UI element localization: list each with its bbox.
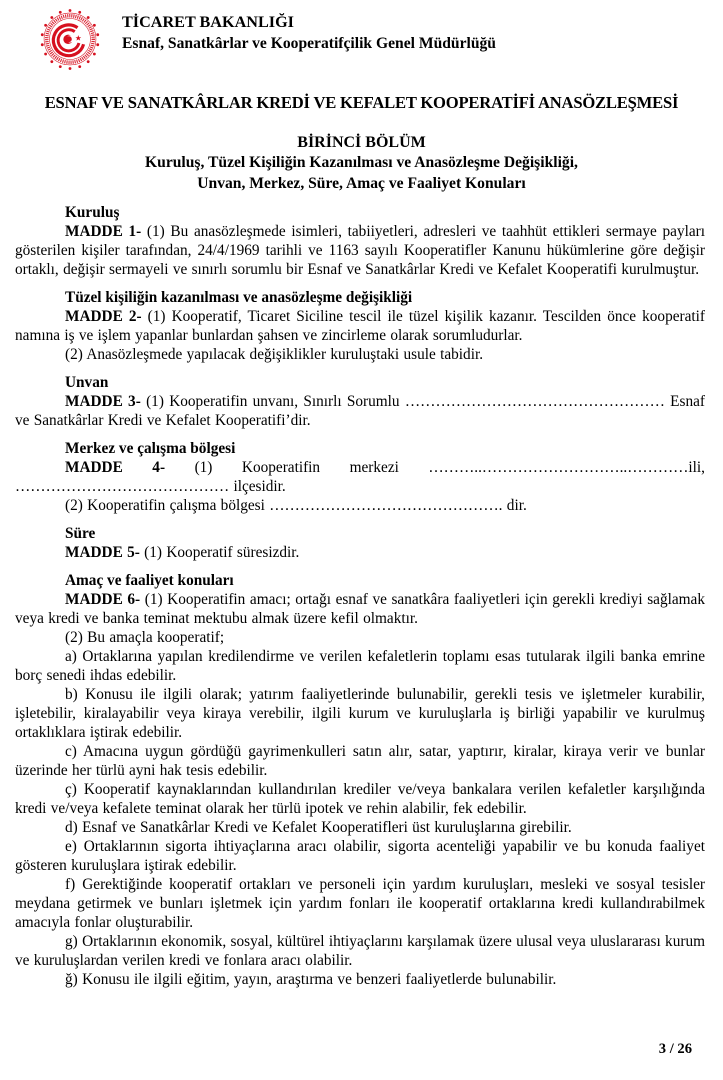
emblem-center-crescent [63,35,81,44]
paragraph: (2) Anasözleşmede yapılacak değişiklikler kuruluştaki usule tabidir. [65,346,484,363]
madde-label: MADDE 1- [65,223,142,240]
paragraph: (2) Kooperatifin çalışma bölgesi ………………………………………. dir. [65,497,527,514]
paragraph: MADDE 3- (1) Kooperatifin unvanı, Sınırlı Sorumlu …………………………………………… Esnaf ve Sanatkârlar Kredi ve Kefalet Kooperatifi’dir. [15,393,705,429]
document-title: ESNAF VE SANATKÂRLAR KREDİ VE KEFALET KOOPERATİFİ ANASÖZLEŞMESİ [44,93,679,112]
section-heading: Süre [65,525,96,542]
chapter-block [0,132,723,194]
chapter-subtitle-line-2: Unvan, Merkez, Süre, Amaç ve Faaliyet Konuları [197,174,526,192]
paragraph: c) Amacına uygun gördüğü gayrimenkulleri satın alır, satar, yaptırır, kiralar, kiraya verir ve bunlar üzerinde her türlü ayni hak tesis edebilir. [15,743,705,779]
ministry-name: TİCARET BAKANLIĞI [122,13,294,31]
paragraph: ç) Kooperatif kaynaklarından kullandırılan krediler ve/veya bankalara verilen kefaletler karşılığında kredi ve/veya kefalete teminat olarak her türlü ipotek ve rehin alabilir, fek edebilir. [15,781,705,817]
paragraph: b) Konusu ile ilgili olarak; yatırım faaliyetlerinde bulunabilir, gerekli tesis ve işletmeler kurabilir, işletebilir, kiralayabilir veya kiraya verebilir, ilgili kurum ve kuruluşlarla iş birliği yapabilir ve kurulmuş ortaklıklara iştirak edebilir. [15,686,705,741]
ministry-of-trade-emblem-icon [38,7,102,71]
paragraph: a) Ortaklarına yapılan kredilendirme ve verilen kefaletlerin toplamı esas tutularak ilgili banka emrine borç senedi ihdas edebilir. [15,648,705,684]
paragraph: ğ) Konusu ile ilgili eğitim, yayın, araştırma ve benzeri faaliyetlerde bulunabilir. [65,971,557,988]
section-heading: Kuruluş [65,204,120,221]
paragraph: g) Ortaklarının ekonomik, sosyal, kültürel ihtiyaçlarını karşılamak üzere ulusal veya uluslararası kurum ve kuruluşlardan verilen kredi ve fonlara aracı olabilir. [15,933,705,969]
madde-label: MADDE 5- [65,544,140,561]
paragraph: MADDE 4- (1) Kooperatifin merkezi ………..………………………..…………ili, …………………………………… ilçesidir. [15,459,705,495]
paragraph: f) Gerektiğinde kooperatif ortakları ve personeli için yardım kuruluşları, mesleki ve sosyal tesisler meydana getirmek ve bunları işletmek için yardım fonları ile kooperatif ortaklarına kredi kullandırabilmek amacıyla fonlar oluşturabilir. [15,876,705,931]
document-header [0,0,723,80]
madde-label: MADDE 2- [65,308,142,325]
madde-label: MADDE 3- [65,393,141,410]
department-name: Esnaf, Sanatkârlar ve Kooperatifçilik Genel Müdürlüğü [122,35,496,52]
paragraph: MADDE 2- (1) Kooperatif, Ticaret Siciline tescil ile tüzel kişilik kazanır. Tescilden önce kooperatif namına iş ve işlem yapanlar bunlardan şahsen ve zincirleme olarak sorumludurlar. [15,308,705,344]
paragraph: e) Ortaklarının sigorta ihtiyaçlarına aracı olabilir, sigorta acenteliği yapabilir ve bu konuda faaliyet gösteren kuruluşlara iştirak edebilir. [15,838,705,874]
chapter-title: BİRİNCİ BÖLÜM [297,134,426,151]
chapter-subtitle-line-1: Kuruluş, Tüzel Kişiliğin Kazanılması ve Anasözleşme Değişikliği, [145,154,578,171]
paragraph: MADDE 5- (1) Kooperatif süresizdir. [65,544,300,561]
section-heading: Amaç ve faaliyet konuları [65,572,234,589]
madde-label: MADDE 4- [65,459,166,476]
section-heading: Merkez ve çalışma bölgesi [65,440,236,457]
document-body [0,203,723,989]
paragraph: MADDE 6- (1) Kooperatifin amacı; ortağı esnaf ve sanatkâra faaliyetleri için gerekli krediyi sağlamak veya kredi ve banka teminat mektubu almak üzere kefil olmaktır. [15,591,705,627]
paragraph: d) Esnaf ve Sanatkârlar Kredi ve Kefalet Kooperatifleri üst kuruluşlarına girebilir. [65,819,572,836]
madde-label: MADDE 6- [65,591,141,608]
paragraph: (2) Bu amaçla kooperatif; [65,629,225,646]
section-heading: Unvan [65,374,109,391]
paragraph: MADDE 1- (1) Bu anasözleşmede isimleri, tabiiyetleri, adresleri ve taahhüt ettikleri sermaye payları gösterilen kişiler tarafından, 24/4/1969 tarihli ve 1163 sayılı Kooperatifler Kanunu hükümlerine göre değişir ortaklı, değişir sermayeli ve sınırlı sorumlu bir Esnaf ve Sanatkârlar Kredi ve Kefalet Kooperatifi kurulmuştur. [15,223,705,278]
section-heading: Tüzel kişiliğin kazanılması ve anasözleşme değişikliği [65,289,413,306]
page-number: 3 / 26 [658,1041,692,1057]
